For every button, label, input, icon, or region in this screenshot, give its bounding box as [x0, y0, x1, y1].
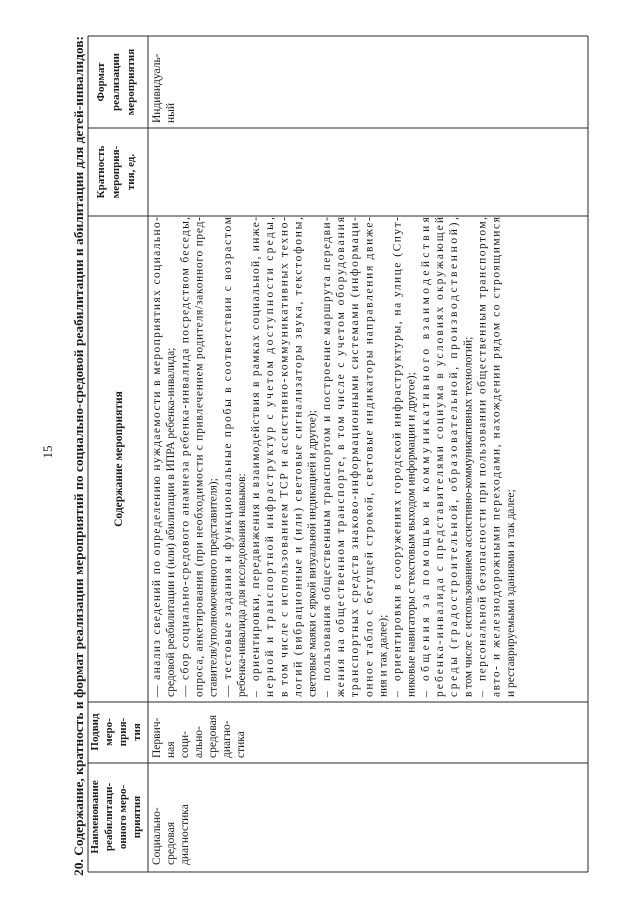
- content-line: онное табло с бегущей строкой, световые индикаторы направления движе-: [363, 216, 376, 697]
- header-format: [95, 49, 137, 115]
- header-subtype-line: тия: [131, 723, 143, 741]
- header-subtype: [89, 713, 143, 751]
- content-line: в том числе с использованием ассистивно-коммуникативных технологий;: [462, 336, 475, 697]
- header-format-line: Формат: [95, 62, 107, 102]
- cell-subtype-line: Первич-: [151, 717, 163, 758]
- header-multiplicity-line: мероприя-: [110, 145, 122, 199]
- header-subtype-line: прия-: [117, 717, 129, 747]
- cell-measure-name-line: средовая: [165, 821, 177, 865]
- header-format-line: реализации: [110, 52, 122, 112]
- cell-subtype-line: диагно-: [221, 720, 233, 758]
- content-line: и реставрируемыми зданиями и так далее;: [504, 489, 517, 697]
- header-multiplicity-line: тия, ед.: [125, 153, 137, 191]
- content-bullet-dash: –: [391, 691, 404, 697]
- content-line: жения на общественном транспорте, в том числе с учетом оборудования: [334, 217, 347, 697]
- page-number: 15: [40, 445, 55, 459]
- cell-subtype-line: средовая: [207, 714, 219, 758]
- cell-format-line: Индивидуаль-: [151, 53, 163, 123]
- content-line: логий (вибрационные и (или) световые сигнализаторы звука, текстофоны,: [292, 217, 305, 697]
- content-bullet-dash: –: [320, 691, 333, 697]
- content-line: световые маяки с яркой визуальной индикацией и другое);: [306, 410, 319, 697]
- content-line: — анализ сведений по определению нуждаемости в мероприятиях социально-: [151, 217, 163, 697]
- content-line: средовой реабилитации и (или) абилитации в ИПРА ребенка-инвалида;: [165, 347, 178, 697]
- header-multiplicity: [95, 145, 137, 198]
- header-subtype-line: Подвид: [89, 713, 101, 751]
- content-line: среды (градостроительной, образовательной, производственной),: [448, 217, 461, 697]
- content-line: опроса, анкетирования (при необходимости с привлечением родителя/законного пред-: [193, 216, 206, 697]
- content-line: ориентировки в сооружениях городской инфраструктуры, на улице (Спут-: [391, 217, 404, 681]
- content-line: транспортных средств знаково-информационными системами (информаци-: [349, 217, 362, 697]
- cell-subtype-line: стика: [235, 731, 247, 758]
- content-line: в том числе с использованием ТСР и ассистивно-коммуникативных техно-: [278, 217, 291, 697]
- content-bullet-dash: –: [476, 691, 489, 697]
- cell-format: [151, 53, 177, 123]
- content-bullet-dash: –: [419, 691, 432, 697]
- header-name: [89, 780, 143, 853]
- content-line: общения за помощью и коммуникативного взаимодействия: [419, 217, 432, 681]
- cell-subtype: [151, 714, 247, 758]
- content-line: авто- и железнодорожными переходами, нахождении рядом со строящимися: [490, 216, 503, 697]
- cell-measure-name: [151, 804, 191, 865]
- content-line: — сбор социально-средового анамнеза ребенка-инвалида посредством беседы,: [179, 216, 192, 697]
- content-line: нерной и транспортной инфраструктур с учетом доступности среды,: [264, 217, 277, 697]
- cell-content: [151, 216, 517, 698]
- content-line: ставителя/уполномоченного представителя);: [207, 478, 220, 697]
- content-line: никовые навигаторы с текстовым выходом информации и другое);: [405, 372, 418, 697]
- cell-format-line: ный: [165, 102, 177, 123]
- header-name-line: онного меро-: [117, 784, 129, 850]
- cell-measure-name-line: Социально-: [151, 807, 163, 865]
- header-name-line: Наименование: [89, 780, 101, 854]
- content-line: ребенка-инвалида с представителями социума в условиях окружающей: [434, 217, 446, 697]
- content-line: пользования общественным транспортом и построение маршрута передви-: [320, 216, 333, 681]
- cell-subtype-line: соци-: [179, 731, 191, 758]
- header-name-line: реабилитаци-: [103, 782, 115, 852]
- content-line: — тестовые задания и функциональные пробы в соответствии с возрастом: [221, 217, 234, 697]
- cell-subtype-line: ная: [165, 741, 177, 758]
- header-subtype-line: меро-: [103, 718, 115, 746]
- header-multiplicity-line: Кратность: [95, 145, 107, 199]
- content-line: ния и так далее);: [377, 614, 390, 697]
- content-line: ребенка-инвалида для исследования навыков:: [235, 473, 248, 697]
- header-content: Содержание мероприятия: [113, 391, 125, 527]
- content-bullet-dash: –: [250, 691, 263, 697]
- content-line: персональной безопасности при пользовании общественным транспортом,: [476, 217, 489, 681]
- section-title: 20. Содержание, кратность и формат реализации мероприятий по социально-средовой реабилитации и абилитации для детей-инвалидов:: [72, 95, 86, 876]
- content-line: ориентировки, передвижения и взаимодействия в рамках социальной, инже-: [250, 217, 263, 681]
- cell-subtype-line: ально-: [193, 726, 205, 758]
- cell-measure-name-line: диагностика: [179, 804, 191, 865]
- header-format-line: мероприятия: [125, 48, 137, 116]
- header-name-line: приятия: [131, 795, 143, 839]
